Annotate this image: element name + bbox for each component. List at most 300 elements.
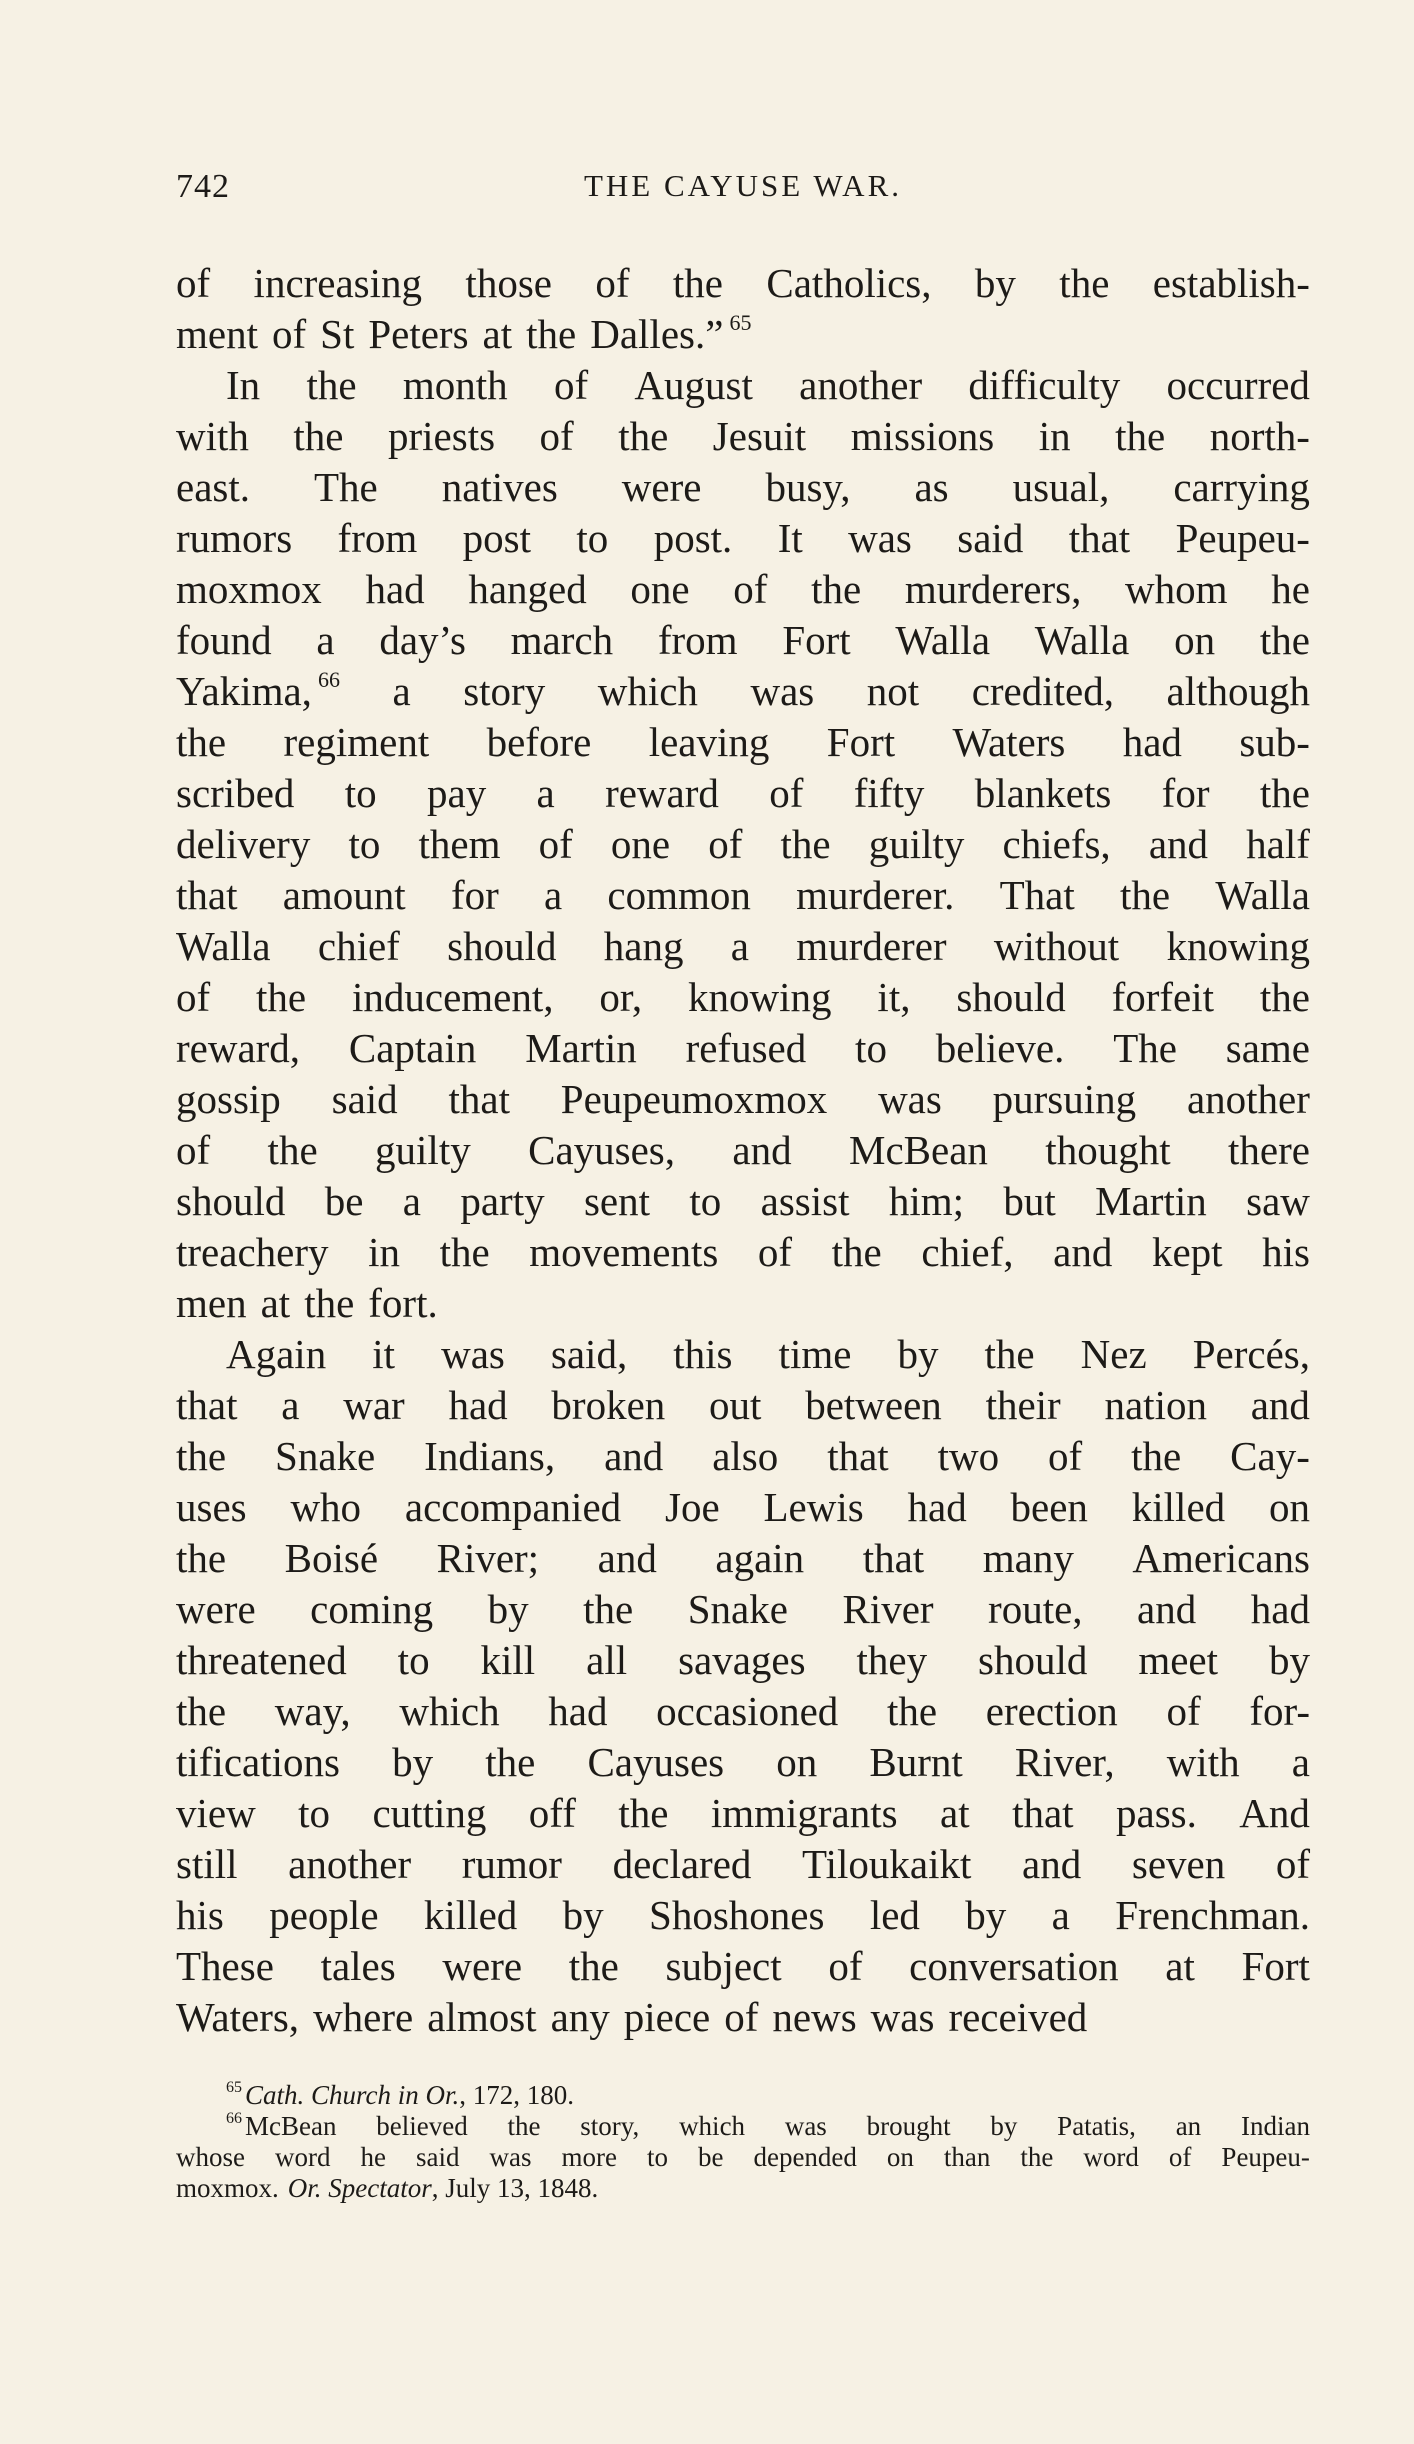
word: were — [621, 464, 702, 510]
footnote-reference: 66 — [317, 667, 340, 692]
word: the — [583, 1586, 634, 1632]
word: which — [399, 1688, 500, 1734]
text-line — [176, 717, 1310, 768]
text-line — [176, 870, 1310, 921]
word: moxmox — [176, 566, 322, 612]
word: Fort — [826, 719, 896, 765]
word: It — [777, 515, 803, 561]
word: a — [730, 923, 749, 969]
word: increasing — [253, 260, 423, 306]
word: had — [1122, 719, 1182, 765]
word: forfeit — [1111, 974, 1215, 1020]
word: assist — [760, 1178, 850, 1224]
word: August — [634, 362, 753, 408]
word: hang — [603, 923, 684, 969]
word: credited, — [971, 668, 1114, 714]
footnote-66-line — [176, 2111, 1310, 2142]
word: piece — [623, 1994, 711, 2040]
word: they — [856, 1637, 928, 1683]
word: of — [176, 1127, 211, 1173]
word: people — [269, 1892, 379, 1938]
word: Peupeumoxmox — [560, 1076, 828, 1122]
word: and — [597, 1535, 657, 1581]
word: Catholics, — [766, 260, 932, 306]
word: the — [568, 1943, 619, 1989]
word: should — [447, 923, 557, 969]
word: without — [993, 923, 1120, 969]
word: occasioned — [656, 1688, 839, 1734]
word: cutting — [372, 1790, 487, 1836]
word: rumor — [461, 1841, 562, 1887]
word: post. — [653, 515, 733, 561]
word: sent — [583, 1178, 650, 1224]
word: Snake — [275, 1433, 376, 1479]
word: the — [256, 974, 307, 1020]
word: establish- — [1152, 260, 1310, 306]
word: scribed — [176, 770, 295, 816]
word: erection — [985, 1688, 1118, 1734]
word: the — [439, 1229, 490, 1275]
word: movements — [529, 1229, 719, 1275]
word: at — [482, 311, 513, 357]
footnote-citation-pages: , 172, 180. — [459, 2080, 575, 2110]
footnote-word: brought — [866, 2111, 951, 2141]
word: In — [226, 362, 261, 408]
word: murderer. — [796, 872, 955, 918]
word: missions — [850, 413, 995, 459]
word: post — [462, 515, 531, 561]
word: Cayuses — [587, 1739, 725, 1785]
word: the — [267, 1127, 318, 1173]
text-line — [176, 1227, 1310, 1278]
word: on — [1268, 1484, 1310, 1530]
word: immigrants — [710, 1790, 898, 1836]
word: fort. — [368, 1280, 438, 1326]
text-line — [176, 1431, 1310, 1482]
text-line — [176, 768, 1310, 819]
word: of — [176, 974, 211, 1020]
footnote-text: moxmox. — [176, 2173, 279, 2203]
footnote-word: be — [697, 2142, 724, 2172]
word: the — [293, 413, 344, 459]
word: and — [1053, 1229, 1113, 1275]
footnote-citation-title: Cath. Church in Or. — [245, 2080, 460, 2110]
word: to — [397, 1637, 430, 1683]
word: a — [316, 617, 335, 663]
word: uses — [176, 1484, 247, 1530]
word: pay — [427, 770, 487, 816]
text-line — [176, 258, 1310, 309]
word: reward — [605, 770, 719, 816]
footnote-word: Patatis, — [1057, 2111, 1136, 2141]
footnote-word: was — [784, 2111, 827, 2141]
word: Boisé — [284, 1535, 379, 1581]
footnote-word: word — [1083, 2142, 1139, 2172]
text-line — [176, 1380, 1310, 1431]
word: half — [1246, 821, 1310, 867]
word: another — [1186, 1076, 1310, 1122]
word: The — [1113, 1025, 1177, 1071]
word: been — [1010, 1484, 1088, 1530]
word: Waters — [952, 719, 1066, 765]
word: from — [657, 617, 738, 663]
footnote-word: the — [507, 2111, 541, 2141]
word: his — [1262, 1229, 1310, 1275]
word: route, — [988, 1586, 1083, 1632]
text-line — [176, 819, 1310, 870]
word: same — [1225, 1025, 1310, 1071]
text-line — [176, 513, 1310, 564]
footnote-marker: 66 — [226, 2110, 242, 2127]
word: it — [372, 1331, 396, 1377]
word: pursuing — [992, 1076, 1137, 1122]
word: there — [1227, 1127, 1310, 1173]
word: one — [610, 821, 671, 867]
word: treachery — [176, 1229, 329, 1275]
word: story — [463, 668, 546, 714]
footnote-66-line — [176, 2173, 1310, 2204]
word: of — [595, 260, 630, 306]
word: Cay- — [1230, 1433, 1310, 1479]
word: by — [562, 1892, 604, 1938]
word: declared — [612, 1841, 752, 1887]
footnote-word: by — [990, 2111, 1018, 2141]
word: of — [539, 413, 574, 459]
word: ment — [176, 311, 258, 357]
word: meet — [1138, 1637, 1219, 1683]
word: the — [831, 1229, 882, 1275]
word: had — [907, 1484, 967, 1530]
footnote-word: was — [489, 2142, 532, 2172]
word: that — [827, 1433, 889, 1479]
word: east. — [176, 464, 250, 510]
word: reward, — [176, 1025, 301, 1071]
word: should — [978, 1637, 1088, 1683]
word: threatened — [176, 1637, 347, 1683]
text-line — [176, 666, 1310, 717]
word: chiefs, — [1002, 821, 1111, 867]
word: the — [618, 413, 669, 459]
word: usual, — [1012, 464, 1110, 510]
word: refused — [685, 1025, 807, 1071]
word: to — [344, 770, 377, 816]
text-line — [176, 411, 1310, 462]
footnote-reference: 65 — [729, 310, 752, 335]
text-line — [176, 1992, 1310, 2043]
word: Percés, — [1192, 1331, 1310, 1377]
text-line — [176, 1788, 1310, 1839]
word: those — [465, 260, 552, 306]
word: and — [604, 1433, 664, 1479]
word: another — [288, 1841, 412, 1887]
word: many — [982, 1535, 1074, 1581]
word: was — [441, 1331, 505, 1377]
page-number: 742 — [176, 168, 230, 205]
word: party — [460, 1178, 545, 1224]
word: a — [392, 668, 411, 714]
word: tales — [320, 1943, 396, 1989]
word: as — [914, 464, 949, 510]
word: Peupeu- — [1175, 515, 1310, 561]
word: Burnt — [869, 1739, 963, 1785]
footnote-word: story, — [580, 2111, 640, 2141]
word: news — [772, 1994, 857, 2040]
word: day’s — [379, 617, 466, 663]
word: almost — [427, 1994, 537, 2040]
word: the — [1119, 872, 1171, 918]
word: of — [271, 311, 307, 357]
word: And — [1239, 1790, 1310, 1836]
footnote-word: he — [360, 2142, 386, 2172]
word: the — [176, 1535, 227, 1581]
word: with — [176, 413, 249, 459]
word: not — [866, 668, 920, 714]
word: Joe — [664, 1484, 720, 1530]
word: to — [348, 821, 381, 867]
word: of — [733, 566, 768, 612]
word: murderer — [796, 923, 947, 969]
word: a — [543, 872, 563, 918]
word: of — [1048, 1433, 1083, 1479]
word: one — [630, 566, 690, 612]
word: Shoshones — [649, 1892, 825, 1938]
footnote-word: an — [1175, 2111, 1202, 2141]
word: that — [176, 1382, 238, 1428]
word: two — [937, 1433, 1000, 1479]
text-line — [176, 1125, 1310, 1176]
word: for- — [1249, 1688, 1310, 1734]
word: River; — [436, 1535, 540, 1581]
word: their — [985, 1382, 1061, 1428]
word: savages — [678, 1637, 806, 1683]
word: sub- — [1239, 719, 1310, 765]
word: regiment — [283, 719, 430, 765]
word: occurred — [1166, 362, 1310, 408]
word: common — [607, 872, 751, 918]
word: received — [948, 1994, 1088, 2040]
word: and — [1250, 1382, 1310, 1428]
word: to — [298, 1790, 331, 1836]
word: north- — [1209, 413, 1310, 459]
word: by — [965, 1892, 1007, 1938]
word: Peters — [368, 311, 469, 357]
text-line — [176, 1329, 1310, 1380]
running-title: THE CAYUSE WAR. — [583, 168, 902, 203]
word: the — [485, 1739, 536, 1785]
word: whom — [1125, 566, 1228, 612]
footnote-journal-title: Or. Spectator — [287, 2173, 432, 2203]
word: Jesuit — [712, 413, 807, 459]
word: by — [974, 260, 1016, 306]
word: should — [176, 1178, 286, 1224]
word: of — [828, 1943, 863, 1989]
word: Dalles.” $^{65}$ — [590, 310, 752, 357]
word: busy, — [765, 464, 851, 510]
word: delivery — [176, 821, 311, 867]
word: the — [984, 1331, 1035, 1377]
text-line — [176, 1890, 1310, 1941]
word: that — [448, 1076, 510, 1122]
word: of — [1275, 1841, 1310, 1887]
word: which — [597, 668, 698, 714]
word: murderers, — [904, 566, 1082, 612]
word: where — [313, 1994, 414, 2040]
footnote-date: , July 13, 1848. — [431, 2173, 599, 2203]
word: River — [842, 1586, 934, 1632]
word: to — [689, 1178, 722, 1224]
word: by — [392, 1739, 434, 1785]
word: or, — [599, 974, 643, 1020]
word: a — [1291, 1739, 1310, 1785]
word: Captain — [348, 1025, 477, 1071]
word: of — [538, 821, 573, 867]
word: to — [855, 1025, 887, 1071]
footnotes — [176, 2080, 1310, 2204]
word: who — [290, 1484, 362, 1530]
footnote-word: of — [1168, 2142, 1192, 2172]
word: the — [526, 311, 577, 357]
word: any — [550, 1994, 610, 2040]
word: another — [799, 362, 923, 408]
word: were — [442, 1943, 523, 1989]
word: to — [576, 515, 609, 561]
word: Snake — [687, 1586, 788, 1632]
word: gossip — [176, 1076, 281, 1122]
word: on — [776, 1739, 818, 1785]
word: Fort — [1241, 1943, 1310, 1989]
word: had — [448, 1382, 508, 1428]
word: it, — [877, 974, 911, 1020]
word: hanged — [468, 566, 587, 612]
word: the — [1259, 974, 1310, 1020]
footnote-word: word — [275, 2142, 331, 2172]
word: blankets — [974, 770, 1112, 816]
word: although — [1166, 668, 1310, 714]
word: also — [712, 1433, 779, 1479]
word: this — [673, 1331, 733, 1377]
word: from — [337, 515, 418, 561]
word: Walla — [1215, 872, 1310, 918]
word: kept — [1151, 1229, 1223, 1275]
word: the — [780, 821, 831, 867]
word: the — [672, 260, 723, 306]
word: rumors — [176, 515, 293, 561]
word: Nez — [1080, 1331, 1147, 1377]
text-line — [176, 1584, 1310, 1635]
word: That — [999, 872, 1075, 918]
text-line — [176, 1686, 1310, 1737]
word: of — [708, 821, 743, 867]
text-line — [176, 1482, 1310, 1533]
text-line — [176, 615, 1310, 666]
word: a — [281, 1382, 300, 1428]
page-header — [176, 168, 1310, 218]
word: should — [956, 974, 1066, 1020]
footnote-marker: 65 — [226, 2079, 242, 2096]
word: had — [548, 1688, 608, 1734]
word: was — [848, 515, 912, 561]
word: killed — [1131, 1484, 1226, 1530]
word: Walla — [1034, 617, 1130, 663]
footnote-word: Peupeu- — [1221, 2142, 1310, 2172]
word: and — [732, 1127, 792, 1173]
text-line — [176, 1839, 1310, 1890]
text-line — [176, 921, 1310, 972]
word: of — [757, 1229, 793, 1275]
word: These — [176, 1943, 274, 1989]
word: fifty — [853, 770, 925, 816]
word: the — [811, 566, 862, 612]
word: his — [176, 1892, 224, 1938]
word: be — [324, 1178, 364, 1224]
word: that — [176, 872, 238, 918]
word: by — [897, 1331, 939, 1377]
text-line — [176, 972, 1310, 1023]
word: of — [769, 770, 804, 816]
word: carrying — [1173, 464, 1310, 510]
word: Walla — [895, 617, 991, 663]
word: at — [260, 1280, 291, 1326]
word: Indians, — [424, 1433, 556, 1479]
word: and — [1022, 1841, 1082, 1887]
word: Yakima, $^{66}$ — [176, 667, 340, 714]
word: led — [869, 1892, 920, 1938]
word: off — [528, 1790, 576, 1836]
word: tifications — [176, 1739, 340, 1785]
word: the — [304, 1280, 355, 1326]
word: St — [320, 311, 355, 357]
word: the — [306, 362, 357, 408]
word: knowing — [1166, 923, 1310, 969]
word: of — [176, 260, 211, 306]
word: with — [1166, 1739, 1240, 1785]
footnote-word: which — [679, 2111, 746, 2141]
word: the — [1259, 617, 1310, 663]
word: a — [1051, 1892, 1070, 1938]
text-line — [176, 360, 1310, 411]
word: seven — [1131, 1841, 1226, 1887]
word: McBean — [849, 1127, 988, 1173]
word: saw — [1246, 1178, 1310, 1224]
word: Lewis — [763, 1484, 864, 1530]
word: said — [331, 1076, 398, 1122]
word: amount — [282, 872, 406, 918]
word: on — [1174, 617, 1216, 663]
footnote-word: on — [886, 2142, 914, 2172]
word: killed — [423, 1892, 518, 1938]
word: inducement, — [352, 974, 554, 1020]
word: he — [1271, 566, 1310, 612]
word: had — [365, 566, 425, 612]
word: kill — [480, 1637, 536, 1683]
word: a — [536, 770, 555, 816]
word: war — [343, 1382, 405, 1428]
word: were — [176, 1586, 256, 1632]
word: the — [1115, 413, 1166, 459]
word: that — [1068, 515, 1131, 561]
word: Waters, — [176, 1994, 300, 2040]
word: for — [450, 872, 499, 918]
word: believe. — [935, 1025, 1065, 1071]
word: Frenchman. — [1115, 1892, 1310, 1938]
word: men — [176, 1280, 247, 1326]
word: was — [750, 668, 815, 714]
word: the — [1131, 1433, 1182, 1479]
text-line — [176, 1533, 1310, 1584]
word: the — [1059, 260, 1110, 306]
text-line — [176, 1074, 1310, 1125]
word: all — [586, 1637, 628, 1683]
